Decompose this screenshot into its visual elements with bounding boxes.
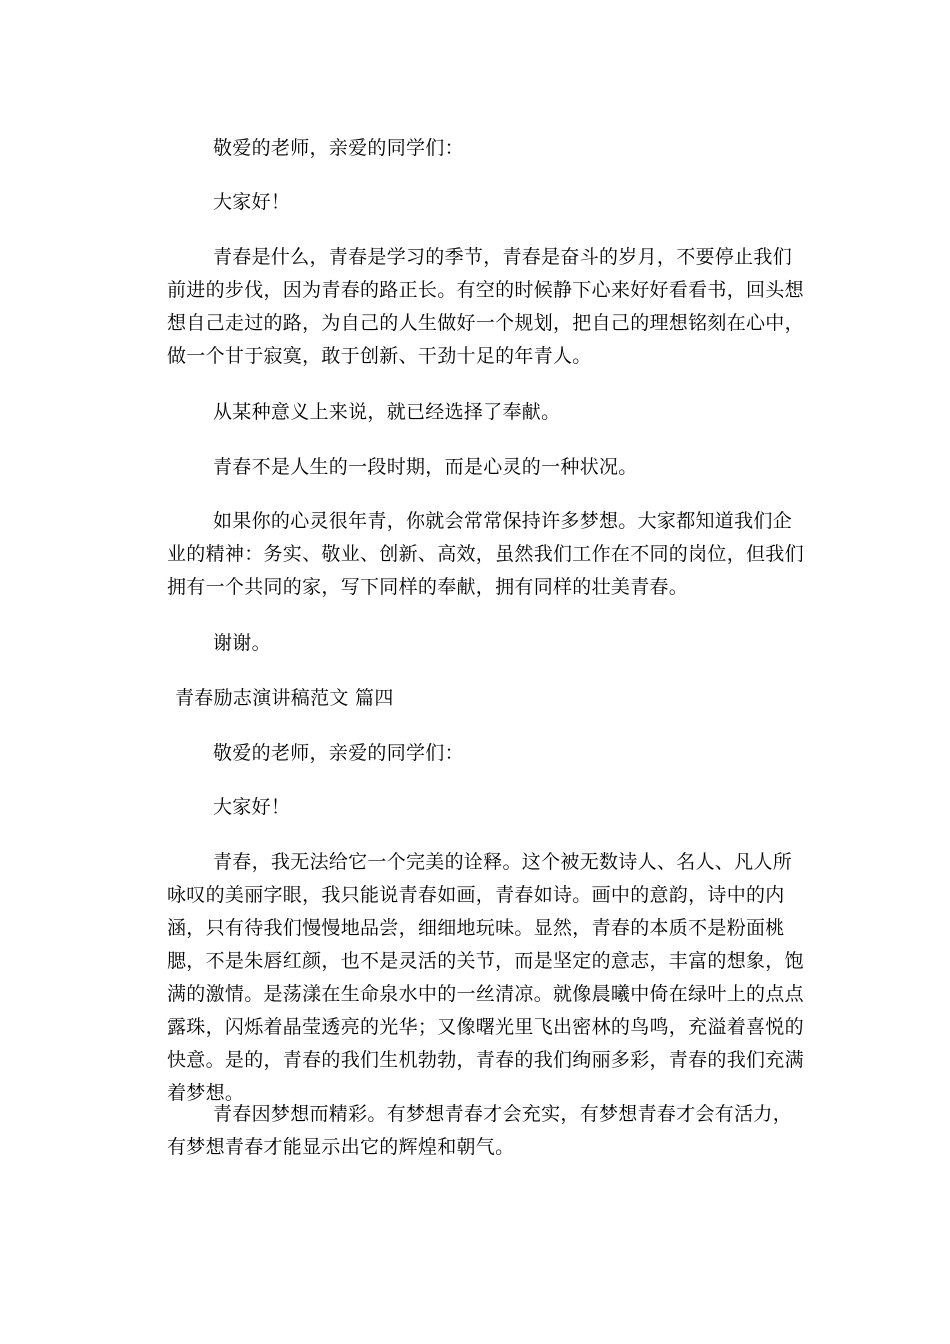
section-heading: 青春励志演讲稿范文 篇四	[175, 687, 394, 709]
greeting: 大家好！	[213, 191, 291, 213]
greeting: 大家好！	[213, 796, 291, 818]
salutation: 敬爱的老师，亲爱的同学们：	[213, 137, 464, 159]
body-paragraph: 青春不是人生的一段时期，而是心灵的一种状况。	[213, 456, 638, 478]
closing: 谢谢。	[213, 632, 271, 654]
body-paragraph: 青春是什么，青春是学习的季节，青春是奋斗的岁月，不要停止我们前进的步伐，因为青春的路正长。有空的时候静下心来好好看看书，回头想想自己走过的路，为自己的人生做好一个规划，把自己的理想铭刻在心中，做一个甘于寂寞，敢于创新、干劲十足的年青人。	[167, 246, 804, 367]
body-paragraph: 青春因梦想而精彩。有梦想青春才会充实，有梦想青春才会有活力，有梦想青春才能显示出它的辉煌和朝气。	[167, 1103, 793, 1158]
body-paragraph: 青春，我无法给它一个完美的诠释。这个被无数诗人、名人、凡人所咏叹的美丽字眼，我只能说青春如画，青春如诗。画中的意韵，诗中的内涵，只有待我们慢慢地品尝，细细地玩味。显然，青春的本质不是粉面桃腮，不是朱唇红颜，也不是灵活的关节，而是坚定的意志，丰富的想象，饱满的激情。是荡漾在生命泉水中的一丝清凉。就像晨曦中倚在绿叶上的点点露珠，闪烁着晶莹透亮的光华；又像曙光里飞出密林的鸟鸣，充溢着喜悦的快意。是的，青春的我们生机勃勃，青春的我们绚丽多彩，青春的我们充满着梦想。	[167, 851, 804, 1104]
body-paragraph: 如果你的心灵很年青，你就会常常保持许多梦想。大家都知道我们企业的精神：务实、敬业、创新、高效，虽然我们工作在不同的岗位，但我们拥有一个共同的家，写下同样的奉献，拥有同样的壮美青春。	[167, 510, 804, 598]
salutation: 敬爱的老师，亲爱的同学们：	[213, 742, 464, 764]
body-paragraph: 从某种意义上来说，就已经选择了奉献。	[213, 401, 561, 423]
